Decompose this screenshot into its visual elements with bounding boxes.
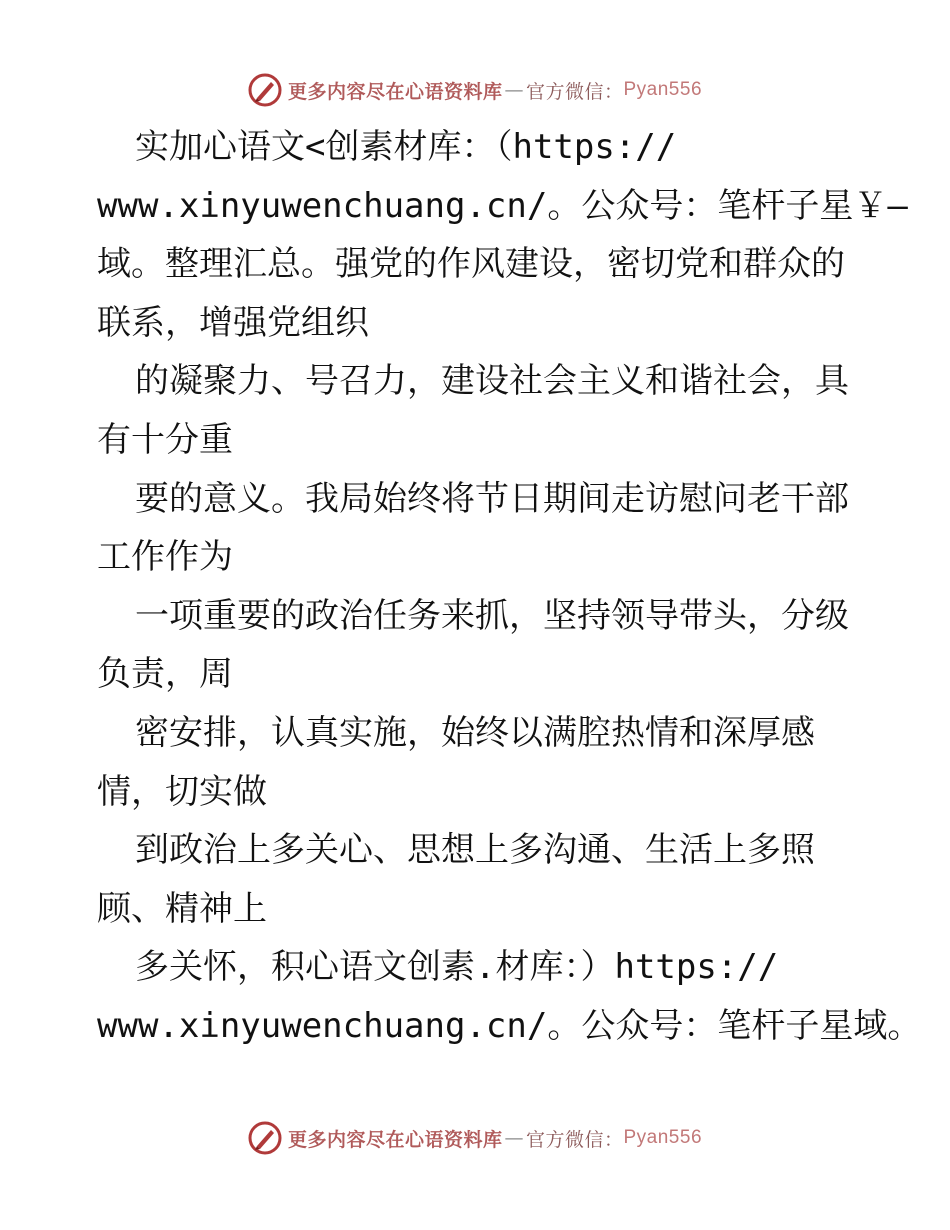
footer-separator: — xyxy=(504,1127,524,1149)
body-line: 一项重要的政治任务来抓，坚持领导带头，分级 xyxy=(135,595,849,636)
body-line: 域。整理汇总。强党的作风建设，密切党和群众的 xyxy=(97,244,845,285)
body-line: 顾、精神上 xyxy=(97,888,267,929)
header-separator: — xyxy=(504,79,524,101)
footer-wechat-id: Pyan556 xyxy=(623,1127,703,1148)
page-header-banner xyxy=(0,70,950,110)
header-site-text: 更多内容尽在心语资料库 xyxy=(287,80,503,103)
body-line: 的凝聚力、号召力，建设社会主义和谐社会，具 xyxy=(135,361,849,402)
body-line: 有十分重 xyxy=(97,419,233,460)
body-line: 情，切实做 xyxy=(97,771,267,812)
body-line: www.xinyuwenchuang.cn/。公众号：笔杆子星￥— xyxy=(97,185,908,226)
header-wechat-label: 官方微信： xyxy=(525,80,624,103)
pen-logo-icon xyxy=(248,1121,282,1155)
body-line: 要的意义。我局始终将节日期间走访慰问老干部 xyxy=(135,478,849,519)
body-line: 工作作为 xyxy=(97,537,233,578)
body-line: 密安排，认真实施，始终以满腔热情和深厚感 xyxy=(135,712,815,753)
header-wechat-id: Pyan556 xyxy=(623,79,703,100)
body-line: 负责，周 xyxy=(97,654,233,695)
document-body xyxy=(97,118,922,1056)
footer-wechat-label: 官方微信： xyxy=(525,1128,624,1151)
body-line: 实加心语文<创素材库：（https:// xyxy=(135,127,677,167)
body-line: 到政治上多关心、思想上多沟通、生活上多照 xyxy=(135,830,815,871)
body-line: 联系，增强党组织 xyxy=(97,302,369,343)
footer-site-text: 更多内容尽在心语资料库 xyxy=(287,1128,503,1151)
page-footer-banner xyxy=(0,1118,950,1158)
pen-logo-icon xyxy=(248,73,282,107)
body-line: www.xinyuwenchuang.cn/。公众号：笔杆子星域。 xyxy=(97,1005,922,1046)
body-line: 多关怀，积心语文创素.材库：）https:// xyxy=(135,947,779,988)
